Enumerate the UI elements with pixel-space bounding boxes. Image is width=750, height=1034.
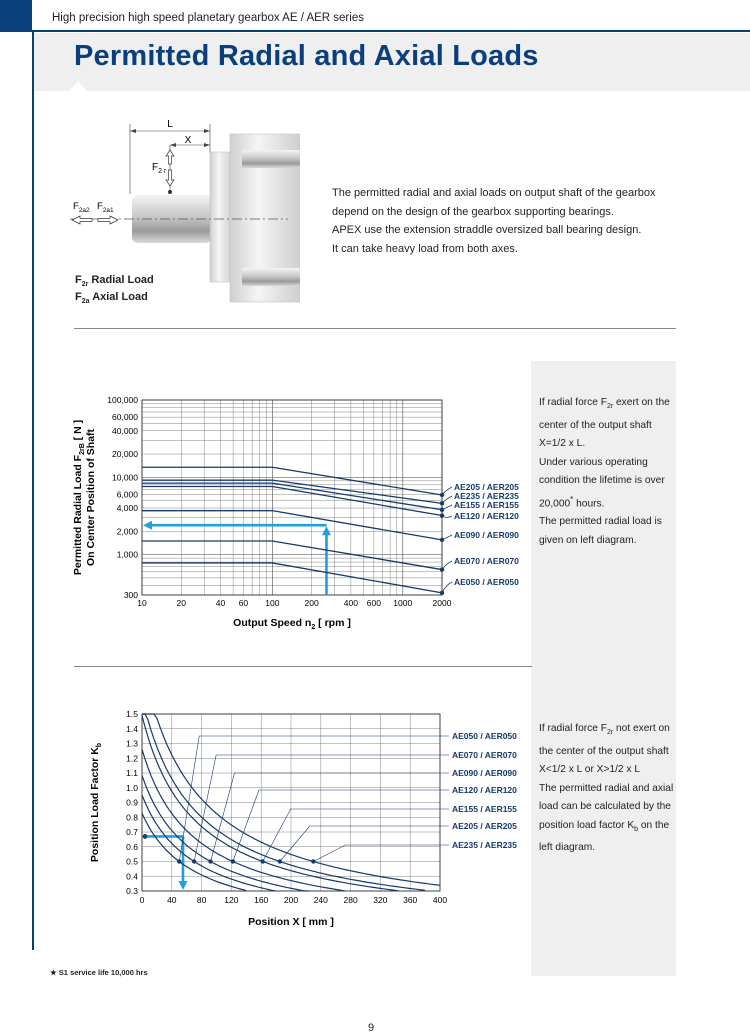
intro-line: It can take heavy load from both axes. xyxy=(332,242,518,255)
series-label: AE155 / AER155 xyxy=(452,804,517,814)
x-tick-label: 10 xyxy=(137,598,147,608)
series-label: AE235 / AER235 xyxy=(452,840,517,850)
y-axis-label-line2: On Center Position of Shaft xyxy=(85,428,97,567)
series-label: AE235 / AER235 xyxy=(454,491,519,501)
side-note-1: If radial force $F_{2r}$ exert on the center of the output shaft X=1/2 x L. Under various operating condition the lifetime is over 20,000* hours. The permitted radial load is given on left diagram. xyxy=(539,397,670,546)
left-margin-rule xyxy=(32,30,34,950)
x-tick-label: 200 xyxy=(304,598,319,608)
position-load-factor-chart xyxy=(80,705,535,935)
y-tick-label: 20,000 xyxy=(112,449,138,460)
series-leader xyxy=(442,496,452,503)
x-tick-label: 80 xyxy=(196,895,207,905)
series-label: AE070 / AER070 xyxy=(452,750,517,760)
x-tick-label: 240 xyxy=(313,895,328,905)
x-tick-label: 40 xyxy=(215,598,226,608)
y-tick-label: 1.0 xyxy=(126,782,138,793)
legend-axial-load: $F_{2a}$ Axial Load xyxy=(75,291,148,306)
highlight-point xyxy=(143,834,148,839)
series-title: High precision high speed planetary gearbox AE / AER series xyxy=(52,12,364,24)
x-tick-label: 1000 xyxy=(393,598,413,608)
x-tick-label: 120 xyxy=(224,895,239,905)
intro-line: The permitted radial and axial loads on output shaft of the gearbox xyxy=(332,187,656,199)
chart2-grid xyxy=(142,714,440,891)
series-label: AE050 / AER050 xyxy=(452,731,517,741)
x-tick-label: 100 xyxy=(265,598,280,608)
intro-paragraph xyxy=(332,184,656,258)
title-notch xyxy=(68,81,88,92)
y-tick-label: 100,000 xyxy=(107,395,138,405)
y-tick-label: 1.2 xyxy=(126,753,138,764)
radial-load-chart xyxy=(60,388,535,638)
y-tick-label: 1.1 xyxy=(126,768,138,778)
highlight-arrow-head xyxy=(322,526,331,535)
factor-curve xyxy=(142,716,398,891)
series-label: AE090 / AER090 xyxy=(454,530,519,540)
label-L: L xyxy=(167,119,173,130)
y-tick-label: 0.3 xyxy=(126,886,138,896)
factor-curve xyxy=(142,795,276,891)
x-tick-label: 20 xyxy=(176,598,186,608)
page-title: Permitted Radial and Axial Loads xyxy=(74,40,539,72)
y-tick-label: 0.5 xyxy=(126,856,138,867)
series-leader xyxy=(442,505,452,510)
flange-bolt-top xyxy=(242,150,300,168)
series-leader xyxy=(442,535,452,540)
factor-curve xyxy=(142,775,309,891)
y-axis-label: Position Load Factor $K_b$ xyxy=(89,742,103,863)
label-F2r: $F_{2 r}$ xyxy=(152,162,167,175)
series-leader xyxy=(442,582,452,593)
x-tick-label: 360 xyxy=(403,895,418,905)
highlight-arrow-head xyxy=(178,881,187,890)
y-tick-label: 0.8 xyxy=(126,812,138,823)
page-number: 9 xyxy=(368,1022,375,1034)
series-label: AE050 / AER050 xyxy=(454,577,519,587)
label-X: X xyxy=(184,135,192,146)
x-tick-label: 600 xyxy=(366,598,381,608)
x-tick-label: 400 xyxy=(432,895,448,905)
header-rule xyxy=(32,30,750,32)
series-label: AE090 / AER090 xyxy=(452,768,517,778)
series-label: AE155 / AER155 xyxy=(454,500,519,510)
section-divider xyxy=(74,666,532,667)
series-label: AE120 / AER120 xyxy=(454,511,519,521)
x-tick-label: 160 xyxy=(254,895,269,905)
y-tick-label: 1.3 xyxy=(126,738,138,749)
x-tick-label: 280 xyxy=(343,895,358,905)
y-tick-label: 2,000 xyxy=(116,526,138,537)
series-label: AE205 / AER205 xyxy=(452,821,517,831)
x-tick-label: 60 xyxy=(238,598,249,608)
shaft-collar xyxy=(210,152,232,282)
label-F2a2: $F_{2a2}$ xyxy=(73,201,90,214)
series-label: AE205 / AER205 xyxy=(454,482,519,492)
series-leader xyxy=(280,826,449,862)
intro-line: APEX use the extension straddle oversized ball bearing design. xyxy=(332,224,642,236)
footnote: ★ S1 service life 10,000 hrs xyxy=(50,968,148,977)
y-tick-label: 40,000 xyxy=(112,425,138,436)
series-label: AE070 / AER070 xyxy=(454,556,519,566)
y-tick-label: 10,000 xyxy=(112,472,138,483)
y-tick-label: 0.7 xyxy=(126,827,138,837)
x-axis-label: Position X [ mm ] xyxy=(248,916,334,928)
y-tick-label: 0.6 xyxy=(126,841,138,852)
label-F2a1: $F_{2a1}$ xyxy=(97,201,114,214)
x-axis-label: Output Speed $n_2$ [ rpm ] xyxy=(233,617,351,631)
side-note-2: If radial force $F_{2r}$ not exert on the center of the output shaft X<1/2 x L or X>1/2 x L The permitted radial and axial load can be calculated by the position load factor $K_b$ on the left diagram. xyxy=(539,723,674,854)
x-tick-label: 320 xyxy=(373,895,388,905)
y-tick-label: 1.4 xyxy=(126,723,138,734)
series-line xyxy=(142,541,442,570)
x-tick-label: 40 xyxy=(167,895,177,905)
header-accent-square xyxy=(0,0,32,32)
flange-bolt-bottom xyxy=(242,268,300,286)
series-leader xyxy=(263,809,449,862)
y-tick-label: 1.5 xyxy=(126,709,138,719)
y-tick-label: 4,000 xyxy=(116,503,138,514)
intro-line: depend on the design of the gearbox supporting bearings. xyxy=(332,205,614,218)
legend-radial-load: $F_{2r}$ Radial Load xyxy=(75,274,154,289)
x-tick-label: 200 xyxy=(283,895,299,905)
x-tick-label: 2000 xyxy=(432,598,452,608)
y-axis-label: Permitted Radial Load $F_{2rB}$ [ N ] xyxy=(72,419,86,576)
y-tick-label: 60,000 xyxy=(112,412,138,423)
highlight-arrow-head xyxy=(143,521,152,530)
y-tick-label: 300 xyxy=(123,590,138,600)
axial-force-arrow-icon xyxy=(72,216,118,224)
series-label: AE120 / AER120 xyxy=(452,785,517,795)
series-line xyxy=(142,467,442,495)
x-tick-label: 0 xyxy=(139,895,145,905)
series-leader xyxy=(313,845,449,862)
section-divider xyxy=(74,328,676,329)
factor-curve xyxy=(142,714,425,890)
series-endpoint xyxy=(440,591,444,595)
y-tick-label: 0.9 xyxy=(126,797,138,808)
series-leader xyxy=(194,755,449,862)
x-tick-label: 400 xyxy=(343,598,358,608)
y-tick-label: 6,000 xyxy=(116,489,138,500)
series-endpoint xyxy=(440,538,444,542)
y-tick-label: 1,000 xyxy=(116,549,138,560)
y-tick-label: 0.4 xyxy=(126,871,138,882)
factor-curve xyxy=(142,749,345,891)
